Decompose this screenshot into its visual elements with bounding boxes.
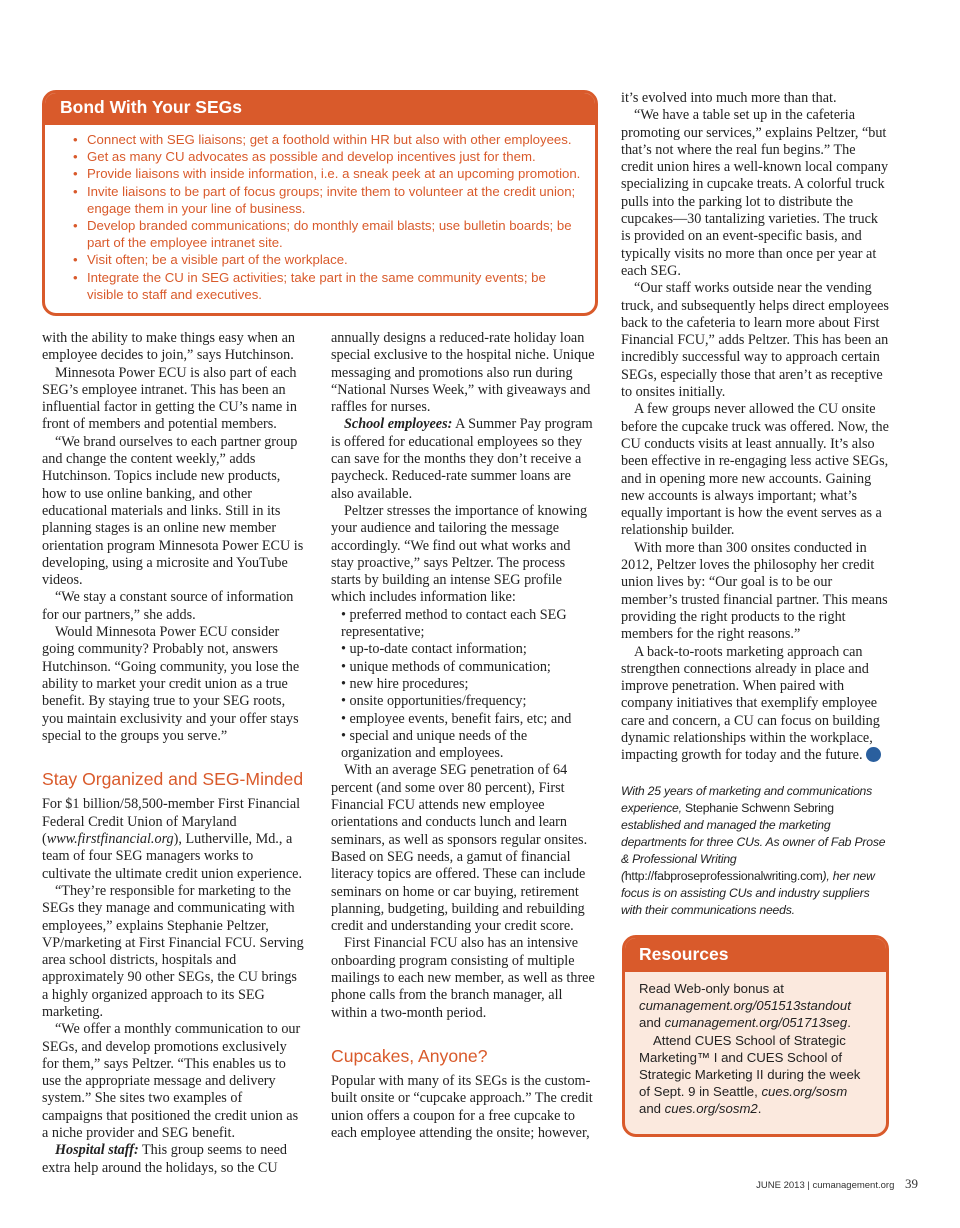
paragraph: “We stay a constant source of information for our partners,” she adds. [42, 589, 294, 623]
paragraph: Peltzer stresses the importance of knowing your audience and tailoring the message accordingly. “We find out what works and stay proactive,” says Peltzer. The process starts by building an intense SEG profile which includes information like: [331, 502, 588, 606]
text: and [639, 1101, 665, 1117]
text: . [847, 1015, 851, 1031]
list-item: • special and unique needs of the organization and employees. [341, 727, 528, 762]
list-item: • onsite opportunities/frequency; [341, 693, 527, 710]
paragraph: Would Minnesota Power ECU consider going community? Probably not, answers Hutchinson. “Going community, you lose the ability to market your credit union as a true benefit. By staying true to your SEG roots, you maintain exclusivity and your offer stays special to the groups you serve.” [42, 624, 300, 744]
column-1 [42, 330, 304, 1177]
paragraph: With more than 300 onsites conducted in 2012, Peltzer loves the philosophy her credit union lives by: “Our goal is to be our member’s trusted financial partner. This means providing the right products to the right members for the right reasons.” [621, 539, 888, 643]
resources-title: Resources [625, 938, 886, 972]
text: and [639, 1015, 665, 1031]
text: Attend CUES School of Strategic Marketing™ I and CUES School of Strategic Marketing II during the week of Sept. 9 in Seattle, [639, 1032, 861, 1100]
sidebar-item: • Get as many CU advocates as possible and develop incentives just for them. [73, 148, 583, 165]
paragraph [42, 1142, 304, 1177]
text: This group seems to need extra help around the holidays, so the CU [42, 1142, 287, 1176]
paragraph: A few groups never allowed the CU onsite before the cupcake truck was offered. Now, the CU conducts visits at least annually. It’s also been effective in re-engaging less active SEGs, and in opening more new accounts. Gaining new accounts is always important; what’s equally important is how the event serves as a relationship builder. [621, 401, 889, 539]
website-link[interactable]: http://fabproseprofessionalwriting.com [624, 868, 823, 883]
paragraph: it’s evolved into much more than that. [621, 90, 837, 106]
resources-box [622, 935, 889, 1137]
list-item: • new hire procedures; [341, 675, 469, 692]
column-3 [621, 90, 889, 919]
end-mark-icon [866, 747, 881, 762]
resource-item [639, 1032, 872, 1118]
paragraph: with the ability to make things easy when an employee decides to join,” says Hutchinson. [42, 330, 295, 364]
sidebar-item: • Develop branded communications; do monthly email blasts; use bulletin boards; be part of the employee intranet site. [73, 217, 583, 251]
text: ), Lutherville, Md., a team of four SEG managers works to cultivate the ultimate credit union experience. [42, 831, 302, 882]
section-heading: Stay Organized and SEG-Minded [42, 769, 304, 790]
web-link[interactable]: cumanagement.org/051713seg [664, 1015, 848, 1031]
paragraph [621, 644, 889, 765]
paragraph [331, 416, 595, 502]
sidebar-item: • Provide liaisons with inside information, i.e. a sneak peek at an upcoming promotion. [73, 165, 583, 182]
web-link[interactable]: cues.org/sosm [761, 1084, 848, 1100]
web-link[interactable]: cues.org/sosm2 [664, 1101, 758, 1117]
bio-text: established and managed the marketing departments for three CUs. As owner of Fab Prose & Professional Writing ( [621, 817, 886, 883]
text: For $1 billion/58,500-member First Financial Federal Credit Union of Maryland ( [42, 796, 301, 848]
author-name: Stephanie Schwenn Sebring [681, 800, 834, 815]
paragraph: annually designs a reduced-rate holiday loan special exclusive to the hospital niche. Unique messaging and promotions also run during “National Nurses Week,” with giveaways and raffles for nurses. [331, 330, 595, 416]
page-number: 39 [905, 1176, 918, 1191]
list-item: • unique methods of communication; [341, 658, 551, 675]
sidebar-item: • Connect with SEG liaisons; get a foothold within HR but also with other employees. [73, 131, 583, 148]
issue-date: JUNE 2013 [756, 1180, 805, 1191]
paragraph: First Financial FCU also has an intensive onboarding program consisting of multiple mailings to each new member, as well as three phone calls from the branch manager, all within a two-month period. [331, 935, 595, 1021]
bio-text: With 25 years of marketing and communications experience, [621, 783, 873, 815]
resource-item [639, 980, 872, 1032]
list-item: • up-to-date contact information; [341, 641, 527, 658]
sidebar-item: • Invite liaisons to be part of focus groups; invite them to volunteer at the credit union; engage them in your line of business. [73, 183, 583, 217]
paragraph: “We have a table set up in the cafeteria promoting our services,” explains Peltzer, “but that’s not where the real fun begins.” The credit union hires a well-known local company specializing in cupcake treats. A colorful truck pulls into the parking lot to distribute the cupcakes—30 tantalizing varieties. The truck is provided on an event-specific basis, and typically visits no more than once per year at each SEG. [621, 107, 889, 279]
sidebar-title: Bond With Your SEGs [45, 93, 595, 125]
paragraph: “We brand ourselves to each partner group and change the content weekly,” adds Hutchinson. Topics include new products, how to use online banking, and other educational materials and links. Still in its planning stages is an online new member orientation program Minnesota Power ECU is developing, using a microsite and YouTube videos. [42, 433, 304, 589]
sidebar-item: • Integrate the CU in SEG activities; take part in the same community events; be visible to staff and executives. [73, 269, 583, 303]
paragraph: Minnesota Power ECU is also part of each SEG’s employee intranet. This has been an influential factor in getting the CU’s name in front of members and potential members. [42, 364, 297, 433]
author-bio [621, 783, 889, 919]
paragraph: With an average SEG penetration of 64 percent (and some over 80 percent), First Financial FCU attends new employee orientations and conducts lunch and learn seminars, as well as sponsors regular onsites. Based on SEG needs, a gamut of financial literacy topics are offered. These can include seminars on home or car buying, retirement planning, budgeting, building and rebuilding credit and understanding your credit score. [331, 762, 588, 935]
sidebar-item: • Visit often; be a visible part of the workplace. [73, 251, 583, 268]
paragraph: “We offer a monthly communication to our SEGs, and develop promotions exclusively for them,” says Peltzer. “This enables us to use the appropriate message and delivery system.” She sites two examples of campaigns that positioned the credit union as a niche provider and SEG benefit. [42, 1021, 301, 1142]
list-item: • employee events, benefit fairs, etc; and [341, 710, 572, 727]
text: A back-to-roots marketing approach can strengthen connections already in place and improve penetration. When paired with company initiatives that exemplify employee care and concern, a CU can focus on building dynamic relationships within the workplace, impacting growth for today and the future. [621, 643, 880, 764]
page-footer [620, 1176, 918, 1192]
section-heading: Cupcakes, Anyone? [331, 1045, 488, 1066]
footer-separator: | [807, 1180, 810, 1191]
column-2 [331, 330, 595, 1142]
paragraph: “Our staff works outside near the vending truck, and subsequently helps direct employees back to the cafeteria to learn more about First Financial FCU,” adds Peltzer. This has been an incredibly successful way to approach certain SEGs, especially those that aren’t as receptive to onsites initially. [621, 280, 889, 401]
run-in-head: Hospital staff: [55, 1142, 139, 1159]
sidebar-list [45, 131, 595, 303]
website-link[interactable]: www.firstfinancial.org [46, 831, 174, 848]
list-item: • preferred method to contact each SEG representative; [341, 606, 567, 641]
text: Read Web-only bonus at [639, 981, 784, 996]
text: . [757, 1101, 762, 1117]
paragraph: “They’re responsible for marketing to the SEGs they manage and communicating with employees,” explains Stephanie Peltzer, VP/marketing at First Financial FCU. Serving area school districts, hospitals and approximately 90 other SEGs, the CU brings a highly organized approach to its SEG marketing. [42, 882, 304, 1020]
run-in-head: School employees: [344, 416, 453, 433]
text: A Summer Pay program is offered for educational employees so they can save for the months they don’t receive a paycheck. Reduced-rate summer loans are also available. [331, 416, 593, 502]
web-link[interactable]: cumanagement.org/051513standout [639, 998, 851, 1014]
sidebar-box-bond [42, 90, 598, 316]
paragraph [42, 796, 304, 882]
footer-site[interactable]: cumanagement.org [812, 1180, 895, 1191]
paragraph: Popular with many of its SEGs is the custom-built onsite or “cupcake approach.” The credit union offers a coupon for a free cupcake to each employee attending the onsite; however, [331, 1073, 593, 1142]
bio-text: ), her new focus is on assisting CUs and industry suppliers with their communications needs. [621, 868, 875, 917]
resources-body [625, 972, 886, 1118]
